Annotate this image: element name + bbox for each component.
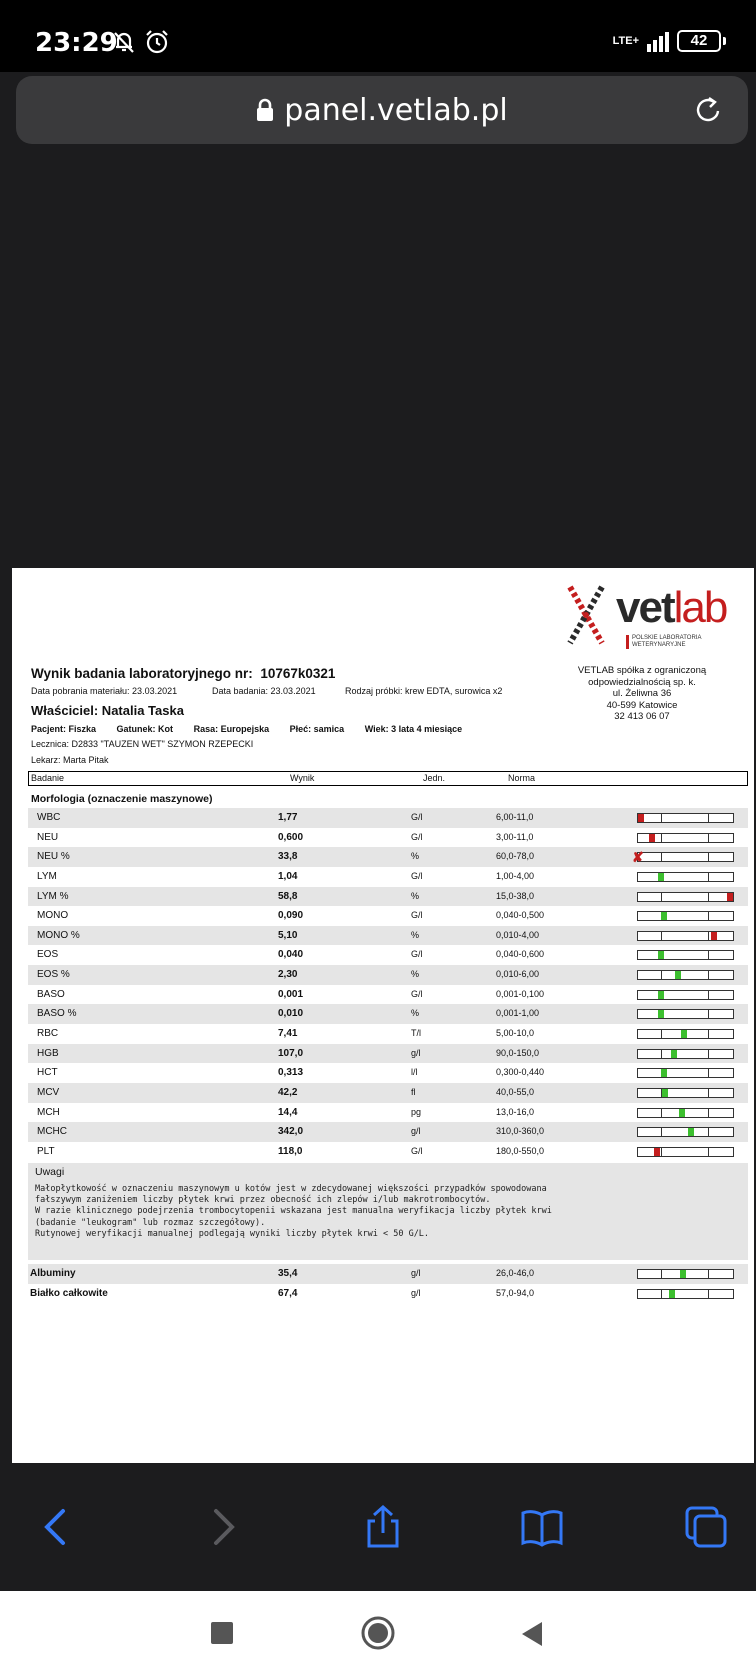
table-row xyxy=(28,965,748,985)
value-marker xyxy=(680,1270,686,1278)
value-marker xyxy=(658,991,664,999)
test-unit: fl xyxy=(411,1086,416,1097)
test-name: Białko całkowite xyxy=(30,1287,108,1299)
range-gauge xyxy=(637,970,734,980)
table-row xyxy=(28,1284,748,1304)
network-type: LTE+ xyxy=(612,34,639,47)
test-unit: % xyxy=(411,969,420,980)
test-norm: 0,300-0,440 xyxy=(496,1067,545,1078)
test-name: LYM % xyxy=(37,890,69,902)
test-unit: % xyxy=(411,929,420,940)
test-date: Data badania: 23.03.2021 xyxy=(212,686,316,696)
range-gauge xyxy=(637,892,734,902)
range-gauge xyxy=(637,911,734,921)
test-norm: 15,0-38,0 xyxy=(496,890,535,901)
back-icon[interactable] xyxy=(35,1505,79,1549)
test-name: HGB xyxy=(37,1047,59,1059)
range-gauge xyxy=(637,1147,734,1157)
range-gauge xyxy=(637,990,734,1000)
test-norm: 0,001-1,00 xyxy=(496,1008,540,1019)
test-unit: G/l xyxy=(411,812,423,822)
test-value: 7,41 xyxy=(278,1028,298,1040)
table-row xyxy=(28,1024,748,1044)
notes-text: Małopłytkowość w oznaczeniu maszynowym u kotów jest w zdecydowanej większości przypadków spowodowana fałszywym zaniżeniem liczby płytek krwi przez obecność ich zlepów i/lub makrotrombocytów. W razie klinicznego podejrzenia trombocytopenii wskazana jest manualna weryfikacja liczby płytek krwi (badanie "leukogram" lub rozmaz szczegółowy). Rutynowej weryfikacji manualnej podlegają wyniki liczby płytek krwi < 50 G/L. xyxy=(35,1184,552,1239)
notes-box xyxy=(28,1163,748,1260)
test-unit: pg xyxy=(411,1106,422,1117)
test-value: 1,77 xyxy=(278,812,298,823)
value-marker xyxy=(675,971,681,979)
test-value: 0,313 xyxy=(278,1067,304,1079)
test-norm: 1,00-4,00 xyxy=(496,870,535,881)
range-gauge xyxy=(637,1068,734,1078)
value-marker xyxy=(671,1050,677,1058)
test-name: PLT xyxy=(37,1145,55,1157)
value-marker xyxy=(661,912,667,920)
test-name: WBC xyxy=(37,812,61,823)
range-gauge xyxy=(637,1108,734,1118)
test-name: MCHC xyxy=(37,1126,67,1138)
test-unit: T/l xyxy=(411,1028,421,1039)
test-unit: % xyxy=(411,890,420,901)
test-norm: 26,0-46,0 xyxy=(496,1268,535,1278)
bookmarks-icon[interactable] xyxy=(520,1505,564,1549)
test-value: 14,4 xyxy=(278,1106,298,1118)
range-gauge xyxy=(637,872,734,882)
test-value: 33,8 xyxy=(278,851,298,863)
test-name: BASO % xyxy=(37,1008,77,1020)
test-value: 5,10 xyxy=(278,929,298,941)
test-norm: 60,0-78,0 xyxy=(496,851,535,862)
value-marker xyxy=(654,1148,660,1156)
range-gauge xyxy=(637,1127,734,1137)
table-row xyxy=(28,1044,748,1064)
test-value: 0,001 xyxy=(278,988,304,1000)
breed: Rasa: Europejska xyxy=(193,724,270,734)
table-row xyxy=(28,887,748,907)
table-row xyxy=(28,906,748,926)
test-value: 35,4 xyxy=(278,1268,298,1279)
test-value: 0,010 xyxy=(278,1008,304,1020)
table-row xyxy=(28,867,748,887)
table-row xyxy=(28,1103,748,1123)
value-marker xyxy=(638,814,644,822)
value-marker xyxy=(711,932,717,940)
table-row xyxy=(28,847,748,867)
test-value: 0,090 xyxy=(278,910,304,922)
lab-report-page xyxy=(12,568,754,1463)
test-unit: % xyxy=(411,1008,420,1019)
header-unit: Jedn. xyxy=(423,773,446,783)
value-marker xyxy=(658,951,664,959)
test-norm: 310,0-360,0 xyxy=(496,1126,545,1137)
table-row xyxy=(28,985,748,1005)
value-marker xyxy=(661,1069,667,1077)
test-value: 67,4 xyxy=(278,1287,298,1299)
test-unit: l/l xyxy=(411,1067,418,1078)
header-norm: Norma xyxy=(508,773,536,783)
range-gauge xyxy=(637,1049,734,1059)
test-unit: % xyxy=(411,851,420,862)
value-marker xyxy=(649,834,655,842)
patient-name: Pacjent: Fiszka xyxy=(31,724,97,734)
test-name: EOS % xyxy=(37,969,70,981)
test-norm: 57,0-94,0 xyxy=(496,1287,535,1298)
test-value: 42,2 xyxy=(278,1086,298,1098)
header-result: Wynik xyxy=(290,773,315,783)
table-row xyxy=(28,1004,748,1024)
doctor: Lekarz: Marta Pitak xyxy=(31,755,109,765)
patient-info xyxy=(31,724,480,734)
range-gauge xyxy=(637,1269,734,1279)
table-row xyxy=(28,1122,748,1142)
test-name: RBC xyxy=(37,1028,59,1040)
nav-back-icon[interactable] xyxy=(520,1621,544,1647)
status-bar xyxy=(0,0,756,72)
address-bar[interactable] xyxy=(16,76,748,144)
mute-bell-icon xyxy=(110,28,138,56)
nav-square-icon[interactable] xyxy=(210,1621,234,1645)
test-value: 2,30 xyxy=(278,969,298,981)
sample-type: Rodzaj próbki: krew EDTA, surowica x2 xyxy=(345,686,503,696)
range-gauge xyxy=(637,813,734,823)
test-norm: 0,010-6,00 xyxy=(496,969,540,980)
test-norm: 6,00-11,0 xyxy=(496,812,534,822)
nav-home-icon[interactable] xyxy=(360,1615,396,1651)
test-name: MCV xyxy=(37,1086,60,1098)
url-text[interactable]: panel.vetlab.pl xyxy=(284,93,508,128)
test-norm: 3,00-11,0 xyxy=(496,831,534,842)
test-name: NEU % xyxy=(37,851,70,863)
lab-address: VETLAB spółka z ograniczoną odpowiedzialnością sp. k. ul. Żeliwna 36 40-599 Katowice 32 413 06 07 xyxy=(577,665,707,722)
test-norm: 13,0-16,0 xyxy=(496,1106,535,1117)
test-unit: G/l xyxy=(411,910,423,921)
test-unit: g/l xyxy=(411,1268,421,1278)
test-unit: G/l xyxy=(411,1145,423,1156)
test-unit: G/l xyxy=(411,870,423,881)
test-unit: g/l xyxy=(411,1287,421,1298)
browser-chrome xyxy=(0,72,756,168)
test-norm: 40,0-55,0 xyxy=(496,1086,535,1097)
test-unit: G/l xyxy=(411,988,423,999)
species: Gatunek: Kot xyxy=(116,724,174,734)
sample-date: Data pobrania materiału: 23.03.2021 xyxy=(31,686,178,696)
value-marker xyxy=(662,1089,668,1097)
owner-name: Właściciel: Natalia Taska xyxy=(31,703,184,718)
reload-icon[interactable] xyxy=(692,94,724,126)
table-row xyxy=(28,945,748,965)
table-row xyxy=(28,926,748,946)
test-name: LYM xyxy=(37,870,57,882)
table-row xyxy=(28,1083,748,1103)
table-row xyxy=(28,1142,748,1162)
test-norm: 90,0-150,0 xyxy=(496,1047,540,1058)
signal-icon xyxy=(647,30,669,52)
share-icon[interactable] xyxy=(361,1505,405,1549)
test-norm: 0,040-0,500 xyxy=(496,910,545,921)
report-title: Wynik badania laboratoryjnego nr: 10767k0321 xyxy=(31,666,336,681)
header-test: Badanie xyxy=(31,773,65,783)
test-value: 342,0 xyxy=(278,1126,304,1138)
table-row xyxy=(28,1063,748,1083)
battery-level: 42 xyxy=(677,30,721,52)
test-name: HCT xyxy=(37,1067,58,1079)
test-name: BASO xyxy=(37,988,65,1000)
biochem-table xyxy=(28,1264,748,1303)
section-title: Morfologia (oznaczenie maszynowe) xyxy=(31,793,213,805)
value-marker xyxy=(669,1290,675,1298)
test-name: NEU xyxy=(37,831,59,843)
test-value: 107,0 xyxy=(278,1047,304,1059)
range-gauge xyxy=(637,950,734,960)
range-gauge xyxy=(637,1009,734,1019)
report-number: 10767k0321 xyxy=(260,666,336,681)
test-unit: G/l xyxy=(411,949,423,960)
test-norm: 5,00-10,0 xyxy=(496,1028,535,1039)
range-gauge xyxy=(637,1088,734,1098)
value-marker xyxy=(658,1010,664,1018)
clock: 23:29 xyxy=(35,28,118,58)
test-name: MONO xyxy=(37,910,69,922)
table-row xyxy=(28,808,748,828)
test-unit: g/l xyxy=(411,1126,421,1137)
test-name: MONO % xyxy=(37,929,80,941)
age: Wiek: 3 lata 4 miesiące xyxy=(364,724,463,734)
vetlab-logo: vetlab POLSKIE LABORATORIA WETERYNARYJNE xyxy=(566,583,736,649)
value-marker xyxy=(688,1128,694,1136)
range-gauge xyxy=(637,931,734,941)
test-value: 0,600 xyxy=(278,831,304,843)
test-value: 58,8 xyxy=(278,890,298,902)
value-marker xyxy=(681,1030,687,1038)
table-row xyxy=(28,828,748,848)
range-gauge xyxy=(637,1289,734,1299)
tabs-icon[interactable] xyxy=(684,1505,728,1549)
alarm-icon xyxy=(143,28,171,56)
forward-icon[interactable] xyxy=(200,1505,244,1549)
test-unit: g/l xyxy=(411,1047,421,1058)
battery-icon xyxy=(677,30,726,52)
out-of-range-marker: ✘ xyxy=(632,849,644,866)
range-gauge xyxy=(637,1029,734,1039)
value-marker xyxy=(679,1109,685,1117)
results-table xyxy=(28,808,748,1162)
test-name: EOS xyxy=(37,949,59,961)
table-header xyxy=(28,771,748,786)
lock-icon xyxy=(256,98,274,122)
notes-title: Uwagi xyxy=(35,1166,65,1178)
range-gauge xyxy=(637,833,734,843)
test-value: 0,040 xyxy=(278,949,304,961)
test-value: 118,0 xyxy=(278,1145,303,1157)
test-name: Albuminy xyxy=(30,1268,76,1279)
test-unit: G/l xyxy=(411,831,423,842)
test-norm: 180,0-550,0 xyxy=(496,1145,545,1156)
range-gauge xyxy=(632,849,734,866)
value-marker xyxy=(727,893,733,901)
test-norm: 0,010-4,00 xyxy=(496,929,540,940)
value-marker xyxy=(658,873,664,881)
clinic: Lecznica: D2833 "TAUZEN WET" SZYMON RZEPECKI xyxy=(31,739,254,749)
sex: Płeć: samica xyxy=(289,724,345,734)
browser-toolbar xyxy=(0,1463,756,1591)
test-name: MCH xyxy=(37,1106,60,1118)
test-norm: 0,040-0,600 xyxy=(496,949,545,960)
test-value: 1,04 xyxy=(278,870,298,882)
test-norm: 0,001-0,100 xyxy=(496,988,545,999)
system-nav-bar xyxy=(0,1591,756,1680)
table-row xyxy=(28,1264,748,1284)
